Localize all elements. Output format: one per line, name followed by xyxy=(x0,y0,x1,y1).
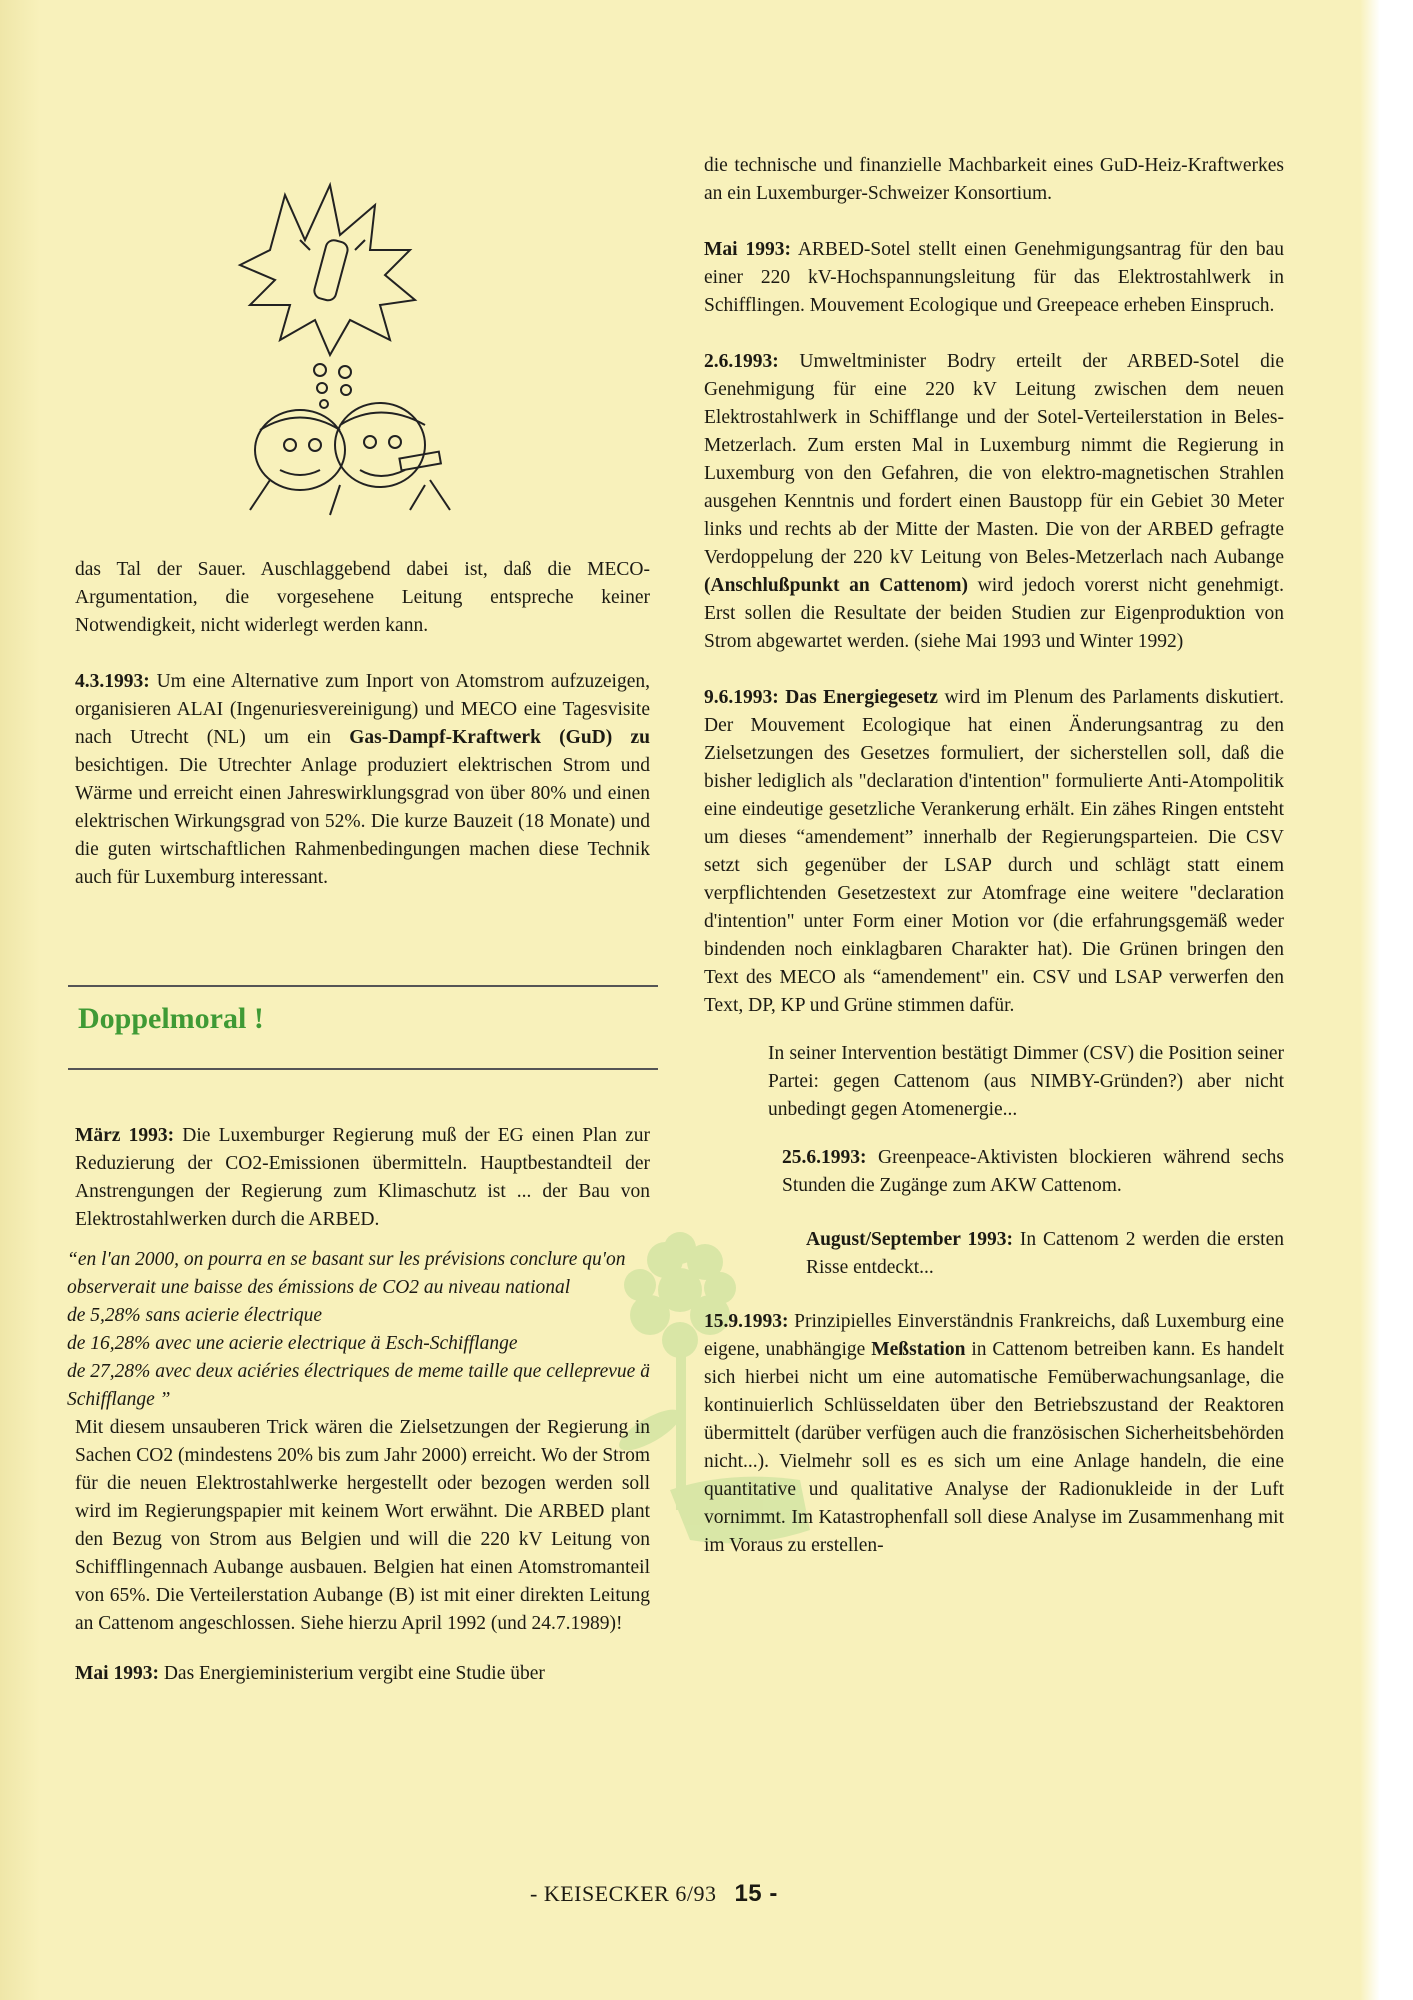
paragraph xyxy=(75,1660,650,1688)
entry-text: In Cattenom 2 werden die ersten Risse entdeckt... xyxy=(806,1229,1284,1278)
page-number: 15 - xyxy=(734,1880,778,1907)
entry-date: 15.9.1993: xyxy=(704,1311,789,1332)
paragraph xyxy=(75,1122,650,1234)
section-title: Doppelmoral ! xyxy=(78,1002,264,1035)
paragraph: In seiner Intervention bestätigt Dimmer (CSV) die Position seiner Partei: gegen Cattenom (aus NIMBY-Gründen?) aber nicht unbedingt gegen Atomenergie... xyxy=(768,1043,1284,1120)
page-footer xyxy=(530,1880,778,1908)
entry-date: 4.3.1993: xyxy=(75,671,150,692)
entry-highlight: Gas-Dampf-Kraftwerk (GuD) zu xyxy=(349,727,650,748)
entry-text: in Cattenom betreiben kann. Es handelt sich hierbei nicht um eine automatische Femüberwachungsanlage, die kontinuierlich Schlüsseldaten über den Betriebszustand der Reaktoren übermittelt (darüber verfügen auch die französischen Sicherheitsbehörden nicht...). Vielmehr soll es es sich um eine Anlage handeln, die eine quantitative und qualitative Analyse der Radionukleide in der Luft vornimmt. Im Katastrophenfall soll diese Analyse im Zusammenhang mit im Voraus zu erstellen- xyxy=(704,1339,1285,1556)
entry-date: 25.6.1993: xyxy=(782,1147,867,1168)
cartoon-illustration xyxy=(210,180,470,520)
quote-line: de 5,28% sans acierie électrique xyxy=(67,1305,323,1326)
entry-date: Mai 1993: xyxy=(704,239,791,260)
paragraph xyxy=(782,1144,1284,1200)
entry-date: 9.6.1993: xyxy=(704,687,779,708)
right-column xyxy=(704,152,1284,1560)
entry-text: ARBED-Sotel stellt einen Genehmigungsantrag für den bau einer 220 kV-Hochspannungsleitung für das Elektrostahlwerk in Schifflingen. Mouvement Ecologique und Greepeace erheben Einspruch. xyxy=(704,239,1284,316)
french-quote xyxy=(67,1246,650,1414)
entry-text: wird jedoch vorerst nicht genehmigt. Erst sollen die Resultate der beiden Studien zur Eigenproduktion von Strom abgewartet werden. (siehe Mai 1993 und Winter 1992) xyxy=(704,575,1284,652)
entry-text: Prinzipielles Einverständnis Frankreichs, daß Luxemburg eine eigene, unabhängige xyxy=(704,1311,1284,1360)
entry-date: 2.6.1993: xyxy=(704,351,779,372)
paragraph xyxy=(704,1308,1284,1560)
entry-highlight: Meßstation xyxy=(871,1339,966,1360)
entry-date: März 1993: xyxy=(75,1125,175,1146)
paragraph xyxy=(704,348,1284,656)
section-divider-top xyxy=(68,985,658,987)
entry-text: Die Luxemburger Regierung muß der EG einen Plan zur Reduzierung der CO2-Emissionen übermitteln. Hauptbestandteil der Anstrengungen der Regierung zum Klimaschutz ist ... der Bau von Elektrostahlwerken durch die ARBED. xyxy=(75,1125,651,1230)
entry-text: Das Energieministerium vergibt eine Studie über xyxy=(163,1663,545,1684)
entry-date: August/September 1993: xyxy=(806,1229,1013,1250)
entry-text: besichtigen. Die Utrechter Anlage produziert elektrischen Strom und Wärme und erreicht einen Jahreswirklungsgrad von über 80% und einen elektrischen Wirkungsgrad von 52%. Die kurze Bauzeit (18 Monate) und die guten wirtschaftlichen Rahmenbedingungen machen diese Technik auch für Luxemburg interessant. xyxy=(75,755,650,888)
quote-line: de 27,28% avec deux aciéries électriques de meme taille que celleprevue ä Schifflange ” xyxy=(67,1361,650,1410)
paragraph xyxy=(704,684,1284,1020)
entry-text: Greenpeace-Aktivisten blockieren während sechs Stunden die Zugänge zum AKW Cattenom. xyxy=(782,1147,1285,1196)
section-divider-bottom xyxy=(68,1068,658,1070)
paragraph: Mit diesem unsauberen Trick wären die Zielsetzungen der Regierung in Sachen CO2 (mindestens 20% bis zum Jahr 2000) erreicht. Wo der Strom für die neuen Elektrostahlwerke hergestellt oder bezogen werden soll wird im Regierungspapier mit keinem Wort erwähnt. Die ARBED plant den Bezug von Strom aus Belgien und will die 220 kV Leitung von Schifflingennach Aubange ausbauen. Belgien hat einen Atomstromanteil von 65%. Die Verteilerstation Aubange (B) ist mit einer direkten Leitung an Cattenom angeschlossen. Siehe hierzu April 1992 (und 24.7.1989)! xyxy=(75,1417,650,1634)
entry-highlight: Das Energiegesetz xyxy=(785,687,938,708)
left-column xyxy=(75,556,650,892)
quote-line: “en l'an 2000, on pourra en se basant sur les prévisions conclure qu'on observerait une baisse des émissions de CO2 au niveau national xyxy=(67,1249,626,1298)
entry-text: Umweltminister Bodry erteilt der ARBED-Sotel die Genehmigung für eine 220 kV Leitung zwischen dem neuen Elektrostahlwerk in Schifflange und der Sotel-Verteilerstation in Beles-Metzerlach. Zum ersten Mal in Luxemburg nimmt die Regierung in Luxemburg von den Gefahren, die von elektro-magnetischen Strahlen ausgehen Kenntnis und fordert einen Baustopp für ein Gebiet 30 Meter links und rechts ab der Mitte der Masten. Die von der ARBED gefragte Verdoppelung der 220 kV Leitung von Beles-Metzerlach nach Aubange xyxy=(704,351,1284,568)
entry-date: Mai 1993: xyxy=(75,1663,159,1684)
entry-text: wird im Plenum des Parlaments diskutiert. Der Mouvement Ecologique hat einen Änderungsantrag zu den Zielsetzungen des Gesetzes formuliert, der sicherstellen soll, daß die bisher lediglich als "declaration d'intention" formulierte Anti-Atompolitik eine eindeutige gesetzliche Verankerung erhält. Ein zähes Ringen entsteht um dieses “amendement” innerhalb der Regierungsparteien. Die CSV setzt sich gegenüber der LSAP durch und schlägt statt einem verpflichtenden Gesetzestext zur Atomfrage eine weitere "declaration d'intention" unter Form einer Motion vor (die erfahrungsgemäß weder bindenden noch einklagbaren Charakter hat). Die Grünen bringen den Text des MECO als “amendement" ein. CSV und LSAP verwerfen den Text, DP, KP und Grüne stimmen dafür. xyxy=(704,687,1285,1016)
left-column-lower xyxy=(67,1122,651,1688)
entry-text: Um eine Alternative zum Inport von Atomstrom aufzuzeigen, organisieren ALAI (Ingenuriesvereinigung) und MECO eine Tagesvisite nach Utrecht (NL) um ein xyxy=(75,671,650,748)
paragraph xyxy=(806,1226,1284,1282)
paragraph: das Tal der Sauer. Auschlaggebend dabei ist, daß die MECO-Argumentation, die vorgesehene Leitung entspreche keiner Notwendigkeit, nicht widerlegt werden kann. xyxy=(75,559,650,636)
paragraph xyxy=(704,236,1284,320)
paragraph: die technische und finanzielle Machbarkeit eines GuD-Heiz-Kraftwerkes an ein Luxemburger-Schweizer Konsortium. xyxy=(704,155,1284,204)
quote-line: de 16,28% avec une acierie electrique ä Esch-Schifflange xyxy=(67,1333,518,1354)
paragraph xyxy=(75,668,650,892)
entry-highlight: (Anschlußpunkt an Cattenom) xyxy=(704,575,969,596)
footer-publication: - KEISECKER 6/93 xyxy=(530,1881,717,1906)
